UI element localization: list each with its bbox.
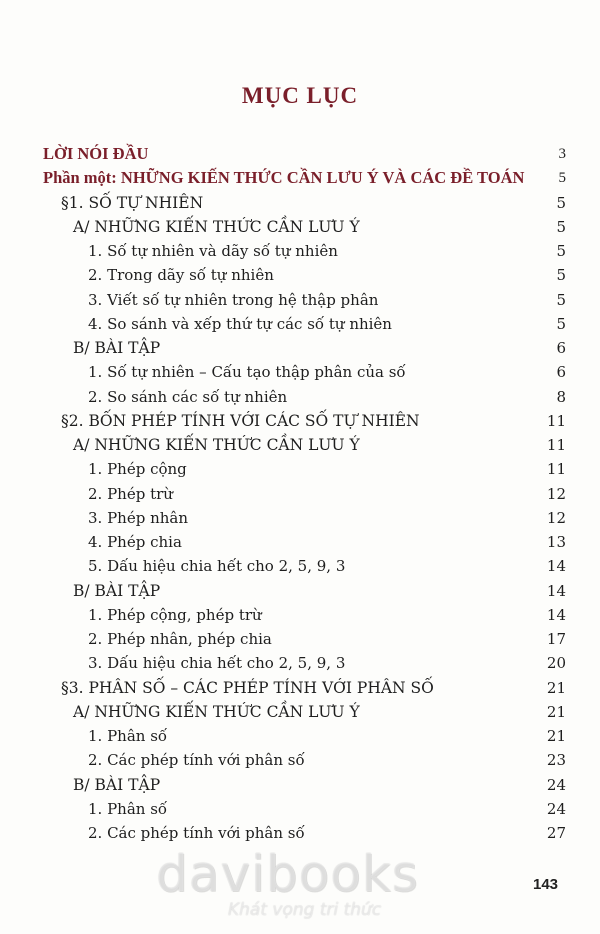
toc-entry	[0, 215, 600, 239]
toc-entry	[0, 579, 600, 603]
table-of-contents	[0, 142, 600, 845]
toc-entry	[0, 821, 600, 845]
toc-entry-title: 1. Phân số	[88, 727, 168, 745]
toc-entry-title: 1. Phân số	[88, 799, 168, 818]
toc-entry-page: 5	[556, 290, 566, 309]
watermark	[156, 846, 436, 920]
toc-entry-page: 14	[546, 605, 566, 624]
toc-entry-title: A/ NHỮNG KIẾN THỨC CẦN LƯU Ý	[73, 217, 360, 236]
toc-entry-title: 1. Phép cộng, phép trừ	[88, 605, 262, 624]
toc-entry	[0, 360, 600, 384]
toc-entry-title: 1. Số tự nhiên và dãy số tự nhiên	[88, 242, 338, 260]
toc-entry-page: 21	[546, 678, 566, 697]
watermark-slogan: Khát vọng tri thức	[228, 900, 382, 920]
toc-entry-page: 27	[546, 824, 566, 842]
toc-entry-title: 1. Phép cộng	[88, 460, 187, 479]
toc-entry-page: 12	[546, 484, 566, 503]
toc-entry	[0, 724, 600, 748]
toc-entry-page: 23	[546, 751, 566, 770]
toc-entry-title: §2. BỐN PHÉP TÍNH VỚI CÁC SỐ TỰ NHIÊN	[61, 411, 420, 430]
toc-entry-title: §3. PHÂN SỐ – CÁC PHÉP TÍNH VỚI PHÂN SỐ	[61, 678, 434, 697]
toc-entry	[0, 191, 600, 215]
toc-entry-title: 5. Dấu hiệu chia hết cho 2, 5, 9, 3	[88, 557, 346, 576]
page-title: MỤC LỤC	[241, 83, 359, 108]
toc-entry-page: 14	[546, 557, 566, 576]
toc-entry-title: 3. Dấu hiệu chia hết cho 2, 5, 9, 3	[88, 654, 346, 673]
toc-entry	[0, 166, 600, 190]
toc-entry	[0, 288, 600, 312]
toc-entry	[0, 409, 600, 433]
toc-entry-title: 2. Trong dãy số tự nhiên	[88, 266, 274, 285]
toc-entry	[0, 603, 600, 627]
toc-entry-title: 3. Phép nhân	[88, 508, 189, 527]
toc-entry-title: B/ BÀI TẬP	[73, 339, 161, 357]
toc-entry	[0, 773, 600, 797]
toc-entry-page: 12	[546, 508, 566, 527]
toc-entry-page: 5	[556, 193, 566, 212]
toc-entry	[0, 748, 600, 772]
page-number: 143	[533, 876, 559, 893]
toc-entry-page: 11	[546, 460, 566, 479]
toc-entry-page: 11	[546, 411, 566, 430]
toc-entry-page: 11	[546, 436, 566, 454]
toc-entry-page: 24	[546, 775, 566, 794]
toc-entry-title: 1. Số tự nhiên – Cấu tạo thập phân của số	[88, 363, 406, 382]
toc-entry-page: 20	[546, 654, 566, 673]
toc-entry	[0, 433, 600, 457]
toc-entry	[0, 651, 600, 675]
toc-entry	[0, 336, 600, 360]
toc-entry-title: 2. Phép trừ	[88, 484, 173, 503]
toc-entry-title: 2. So sánh các số tự nhiên	[88, 387, 288, 406]
toc-entry	[0, 482, 600, 506]
toc-entry-title: A/ NHỮNG KIẾN THỨC CẦN LƯU Ý	[73, 702, 360, 721]
toc-entry-page: 8	[556, 387, 566, 406]
toc-entry-title: B/ BÀI TẬP	[73, 581, 161, 600]
toc-entry-page: 5	[558, 170, 566, 187]
toc-entry-page: 14	[546, 581, 566, 600]
toc-entry-title: 2. Phép nhân, phép chia	[88, 630, 272, 648]
toc-entry	[0, 676, 600, 700]
toc-entry-title: LỜI NÓI ĐẦU	[43, 144, 149, 163]
toc-entry	[0, 797, 600, 821]
toc-entry-page: 5	[556, 217, 566, 236]
toc-entry-title: §1. SỐ TỰ NHIÊN	[61, 193, 204, 212]
toc-entry	[0, 239, 600, 263]
toc-entry-page: 3	[558, 146, 566, 162]
toc-entry	[0, 627, 600, 651]
toc-entry-title: 4. Phép chia	[88, 533, 182, 551]
toc-entry-page: 24	[546, 799, 566, 818]
toc-entry-page: 21	[546, 727, 566, 745]
toc-entry-page: 21	[546, 702, 566, 721]
toc-entry	[0, 457, 600, 481]
toc-entry	[0, 530, 600, 554]
toc-entry-title: A/ NHỮNG KIẾN THỨC CẦN LƯU Ý	[73, 436, 360, 454]
toc-entry-page: 5	[556, 266, 566, 285]
watermark-logo: davibooks	[156, 845, 419, 903]
toc-entry-title: 2. Các phép tính với phân số	[88, 824, 305, 842]
toc-entry-page: 6	[556, 363, 566, 382]
toc-entry	[0, 263, 600, 287]
toc-entry	[0, 700, 600, 724]
toc-entry-page: 17	[546, 630, 566, 648]
toc-entry	[0, 385, 600, 409]
toc-entry	[0, 554, 600, 578]
toc-entry-page: 5	[556, 314, 566, 333]
toc-entry	[0, 506, 600, 530]
toc-entry-page: 6	[556, 339, 566, 357]
toc-entry	[0, 142, 600, 166]
toc-entry-title: Phần một: NHỮNG KIẾN THỨC CẦN LƯU Ý VÀ CÁC ĐỀ TOÁN	[43, 168, 525, 188]
toc-entry-page: 13	[546, 533, 566, 551]
toc-entry-page: 5	[556, 242, 566, 260]
toc-entry-title: 2. Các phép tính với phân số	[88, 751, 305, 770]
toc-entry	[0, 312, 600, 336]
toc-entry-title: 3. Viết số tự nhiên trong hệ thập phân	[88, 290, 379, 309]
toc-entry-title: 4. So sánh và xếp thứ tự các số tự nhiên	[88, 314, 392, 333]
toc-entry-title: B/ BÀI TẬP	[73, 775, 161, 794]
